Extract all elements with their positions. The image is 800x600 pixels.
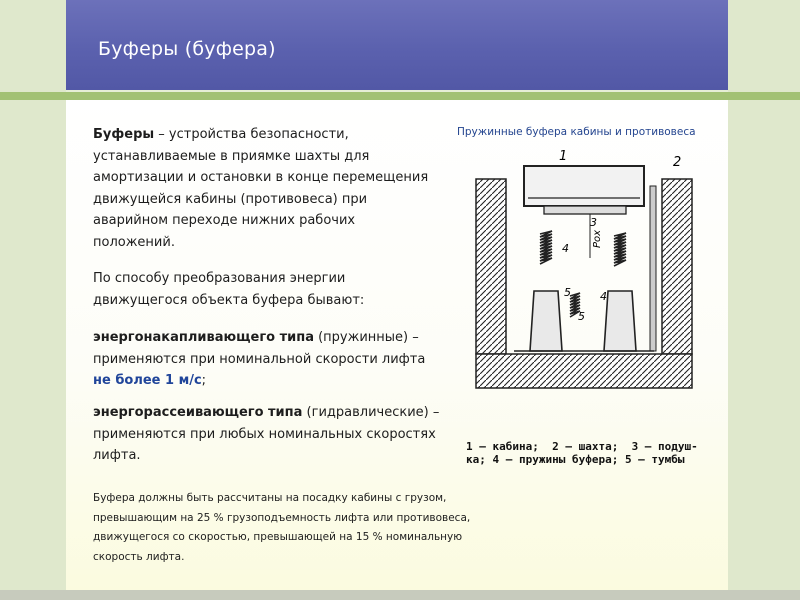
pedestal-right xyxy=(604,291,636,351)
label-3: 3 xyxy=(590,216,597,229)
header-divider xyxy=(0,92,800,100)
pedestal-left xyxy=(530,291,562,351)
slide-title: Буферы (буфера) xyxy=(98,38,276,60)
spring-type-text: (пружинные) – применяются при номинальной скорости лифта xyxy=(93,330,426,367)
spring-type-end: ; xyxy=(201,373,207,388)
load-requirement-paragraph: Буфера должны быть рассчитаны на посадку кабины с грузом, превышающим на 25 % грузоподъемность лифта или противовеса, движущегося со скоростью, превышающей на 15 % номинальную скорость лифта. xyxy=(93,492,471,563)
cabin-buffer-spring-left xyxy=(540,231,552,264)
cabin-buffer-spring-right xyxy=(614,233,626,266)
label-2: 2 xyxy=(673,155,682,170)
definition-paragraph xyxy=(93,124,438,253)
hydraulic-type-paragraph xyxy=(93,402,443,467)
shaft-pit-floor xyxy=(476,354,692,388)
label-5-left: 5 xyxy=(564,286,571,299)
legend-line-1: 1 — кабина; 2 — шахта; 3 — подуш- xyxy=(466,440,698,453)
shaft-wall-left xyxy=(476,179,506,354)
definition-term: Буферы xyxy=(93,127,155,142)
label-5-right: 5 xyxy=(578,310,585,323)
cabin-frame xyxy=(544,206,626,214)
classification-intro: По способу преобразования энергии движущегося объекта буфера бывают: xyxy=(93,271,365,308)
speed-limit-highlight: не более 1 м/с xyxy=(93,373,202,388)
spring-type-paragraph xyxy=(93,327,443,392)
label-4-right: 4 xyxy=(600,290,607,303)
definition-text: – устройства безопасности, устанавливаемые в приямке шахты для амортизации и остановки в конце перемещения движущейся кабины (противовеса) при аварийном переходе нижних рабочих положений. xyxy=(93,127,429,250)
cabin-body xyxy=(524,166,644,206)
dimension-label: Рох xyxy=(592,229,603,248)
spring-type-term: энергонакапливающего типа xyxy=(93,330,314,345)
hydraulic-type-text: (гидравлические) – применяются при любых номинальных скоростях лифта. xyxy=(93,405,440,463)
legend-line-2: ка; 4 — пружины буфера; 5 — тумбы xyxy=(466,453,685,466)
label-1: 1 xyxy=(559,149,568,164)
right-margin-strip xyxy=(728,0,800,600)
left-margin-strip xyxy=(0,0,66,600)
figure-legend xyxy=(466,440,698,466)
hydraulic-type-term: энергорассеивающего типа xyxy=(93,405,303,420)
shaft-wall-right xyxy=(662,179,692,354)
buffer-diagram xyxy=(462,146,702,396)
figure-caption: Пружинные буфера кабины и противовеса xyxy=(457,126,696,138)
bottom-bar xyxy=(0,590,800,600)
slide-header xyxy=(66,0,728,90)
label-4-left: 4 xyxy=(562,242,569,255)
